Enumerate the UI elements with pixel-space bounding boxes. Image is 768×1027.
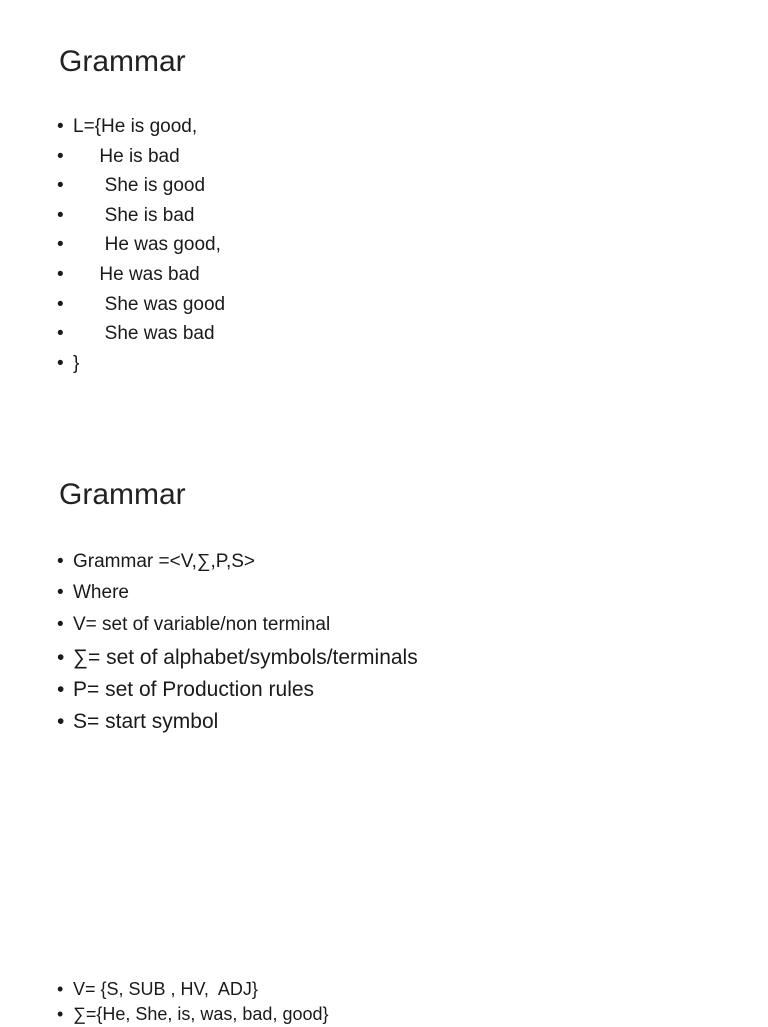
- bullet-text: L={He is good,: [73, 116, 198, 137]
- bullet-dot-icon: •: [57, 175, 64, 197]
- slide-title: Grammar: [59, 478, 186, 511]
- bullet-dot-icon: •: [57, 293, 64, 315]
- bullet-text: She is bad: [73, 204, 195, 226]
- bullet-dot-icon: •: [57, 614, 64, 635]
- bullet-dot-icon: •: [57, 323, 64, 345]
- bullet-dot-icon: •: [57, 204, 64, 226]
- bullet-text: She was bad: [73, 323, 215, 345]
- bullet-text: Where: [73, 582, 129, 603]
- bullet-dot-icon: •: [57, 116, 64, 137]
- bullet-dot-icon: •: [57, 646, 65, 669]
- bullet-text: Grammar =<V,∑,P,S>: [73, 551, 255, 572]
- bullet-text: He is bad: [73, 145, 180, 167]
- bullet-dot-icon: •: [57, 551, 64, 572]
- bullet-text: She was good: [73, 293, 226, 315]
- bullet-text: }: [73, 352, 80, 374]
- bullet-text: He was good,: [73, 234, 221, 256]
- bullet-dot-icon: •: [57, 582, 64, 603]
- slide-title: Grammar: [59, 45, 186, 78]
- bullet-text: ∑={He, She, is, was, bad, good}: [73, 1004, 329, 1024]
- bullet-text: S= start symbol: [73, 710, 219, 733]
- bullet-dot-icon: •: [57, 234, 64, 256]
- bullet-text: He was bad: [73, 263, 200, 285]
- bullet-dot-icon: •: [57, 1004, 64, 1024]
- bullet-text: ∑= set of alphabet/symbols/terminals: [73, 646, 418, 669]
- bullet-dot-icon: •: [57, 145, 64, 167]
- bullet-text: P= set of Production rules: [73, 678, 315, 701]
- bullet-dot-icon: •: [57, 678, 65, 701]
- bullet-text: V= {S, SUB , HV, ADJ}: [73, 979, 258, 999]
- bullet-dot-icon: •: [57, 263, 64, 285]
- bullet-dot-icon: •: [57, 979, 64, 999]
- bullet-text: She is good: [73, 175, 206, 197]
- bullet-text: V= set of variable/non terminal: [73, 614, 331, 635]
- bullet-dot-icon: •: [57, 352, 64, 374]
- bullet-dot-icon: •: [57, 710, 65, 733]
